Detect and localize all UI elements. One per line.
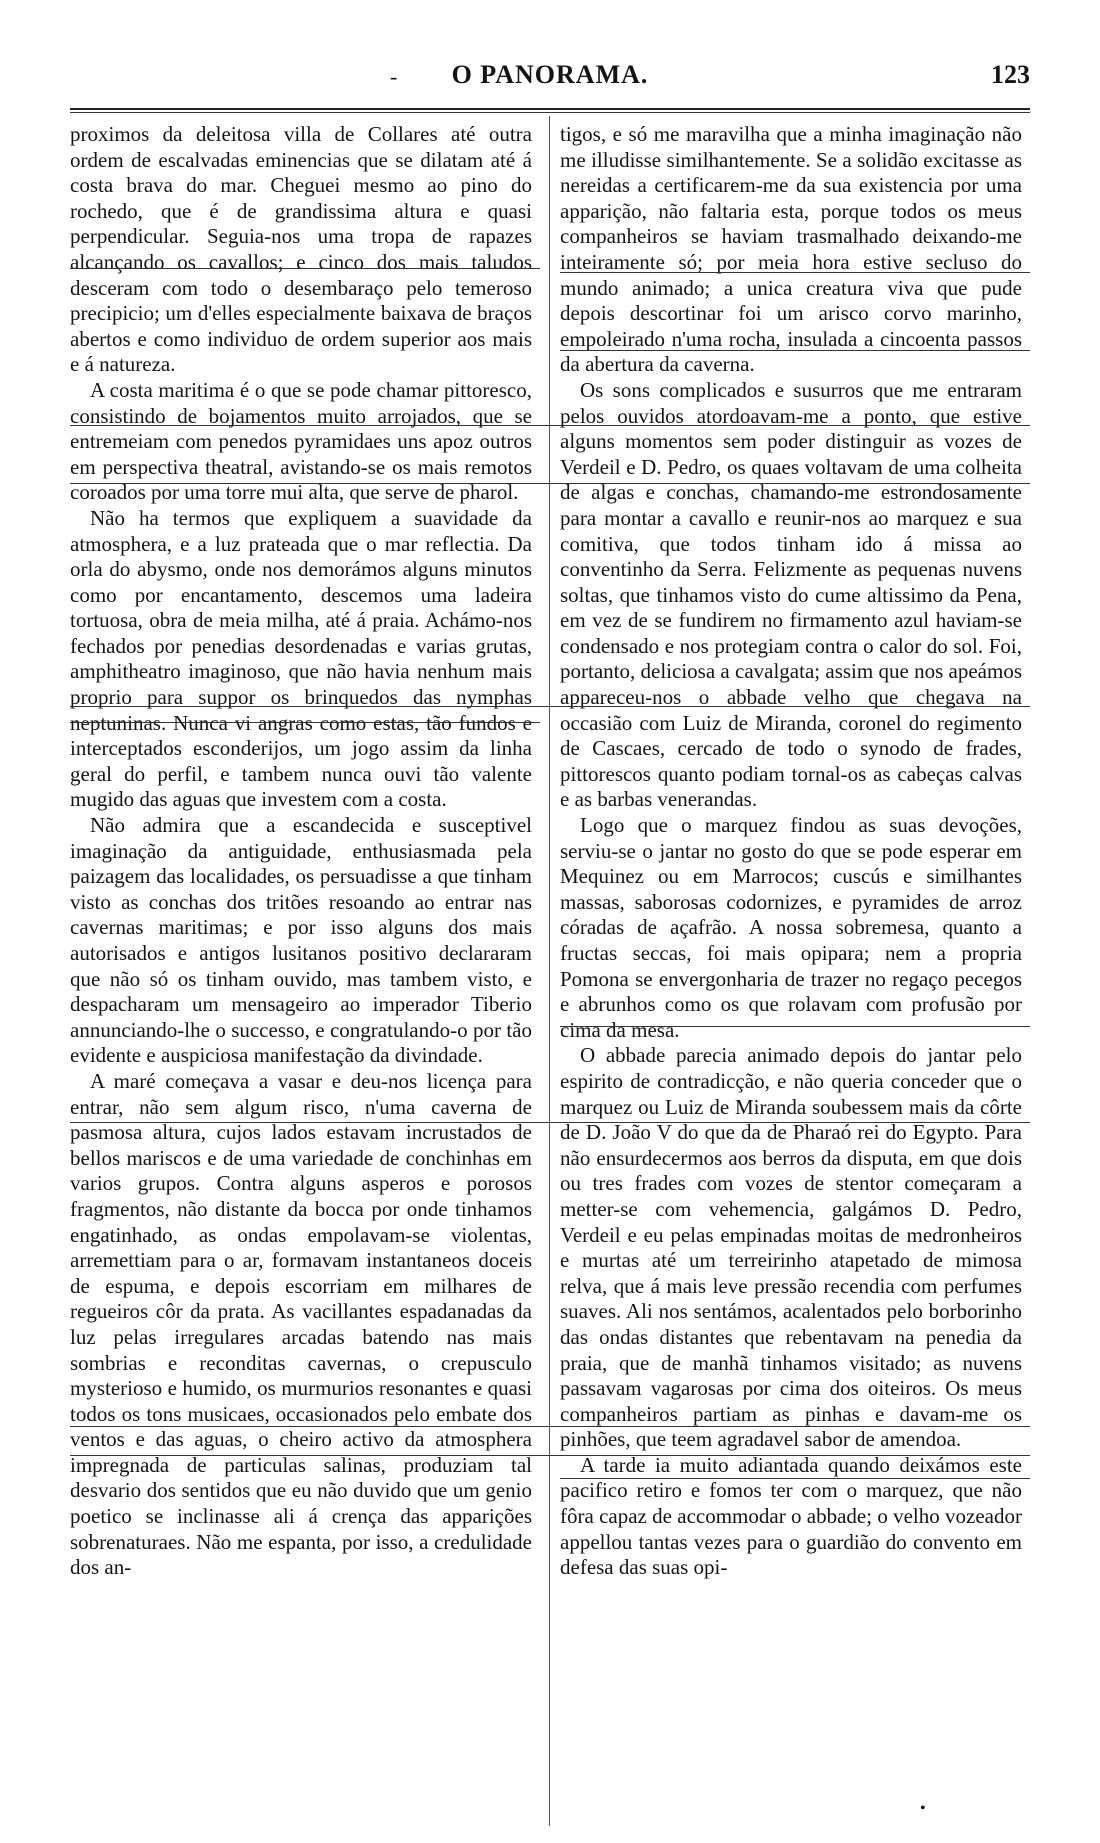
scan-line [70, 1426, 1030, 1427]
footer-mark: • [920, 1800, 926, 1817]
scan-line [70, 1122, 1030, 1123]
paragraph: A tarde ia muito adiantada quando deixámos este pacifico retiro e fomos ter com o marquez, que não fôra capaz de accommodar o abbade; o velho vozeador appellou tantas vezes para o guardião do convento em defesa das suas opi- [560, 1452, 1022, 1580]
header-rule [70, 108, 1030, 110]
paragraph: Não ha termos que expliquem a suavidade da atmosphera, e a luz prateada que o mar reflectia. Da orla do abysmo, onde nos demorámos alguns minutos como por encantamento, descemos uma ladeira tortuosa, obra de meia milha, até á praia. Achámo-nos fechados por penedias desordenadas e varias grutas, amphitheatro imaginoso, que não havia nenhum mais proprio para suppor os brinquedos das nymphas neptuninas. Nunca vi angras como estas, tão fundos e interceptados esconderijos, um jogo assim da linha geral do perfil, e tambem nunca ouvi tão valente mugido das aguas que investem com a costa. [70, 505, 532, 812]
scan-line [70, 722, 540, 723]
paragraph: A costa maritima é o que se pode chamar pittoresco, consistindo de bojamentos muito arrojados, que se entremeiam com penedos pyramidaes uns apoz outros em perspectiva theatral, avistando-se os mais remotos coroados por uma torre mui alta, que serve de pharol. [70, 377, 532, 505]
scan-line [560, 350, 1030, 351]
scan-line [70, 706, 1030, 707]
scan-line [70, 112, 1030, 113]
page-number: 123 [991, 60, 1030, 89]
scan-line [70, 268, 540, 269]
paragraph: Não admira que a escandecida e susceptivel imaginação da antiguidade, enthusiasmada pela paizagem das localidades, os persuadisse a que tinham visto as conchas dos tritões resoando ao entrar nas cavernas maritimas; e por isso alguns dos mais autorisados e antigos lusitanos positivo declararam que não só os tinham ouvido, mas tambem visto, e despacharam um mensageiro ao imperador Tiberio annunciando-lhe o successo, e congratulando-o por tão evidente e auspiciosa manifestação da divindade. [70, 813, 532, 1068]
paragraph: Os sons complicados e susurros que me entraram pelos ouvidos atordoavam-me a ponto, que estive alguns momentos sem poder distinguir as vozes de Verdeil e D. Pedro, os quaes voltavam de uma colheita de algas e conchas, chamando-me estrondosamente para montar a cavallo e reunir-nos ao marquez e sua comitiva, que todos tinham ido á missa ao conventinho da Serra. Felizmente as pequenas nuvens soltas, que tinhamos visto do cume altissimo da Pena, em vez de se fundirem no firmamento azul haviam-se condensado e nos protegiam contra o calor do sol. Foi, portanto, deliciosa a cavalgata; assim que nos apeámos appareceu-nos o abbade velho que chegava na occasião com Luiz de Miranda, coronel do regimento de Cascaes, cercado de todo o synodo de frades, pittorescos quanto podiam tornal-os as cabeças calvas e as barbas venerandas. [560, 377, 1022, 812]
paragraph: Logo que o marquez findou as suas devoções, serviu-se o jantar no gosto do que se pode esperar em Mequinez ou em Marrocos; cuscús e similhantes massas, saborosas codornizes, e pyramides de arroz córadas de açafrão. A nossa sobremesa, quanto a fructas seccas, foi mais opipara; nem a propria Pomona se envergonharia de trazer no regaço pecegos e abrunhos como os que rolavam com profusão por cima da mesa. [560, 813, 1022, 1042]
scan-line [70, 483, 1030, 484]
column-divider [549, 116, 550, 1826]
scan-line [560, 1478, 1030, 1479]
left-column [70, 122, 532, 1581]
paragraph: proximos da deleitosa villa de Collares até outra ordem de escalvadas eminencias que se dilatam até á costa brava do mar. Cheguei mesmo ao pino do rochedo, que é de grandissima altura e quasi perpendicular. Seguia-nos uma tropa de rapazes alcançando os cavallos; e cinco dos mais taludos desceram com todo o desembaraço pelo temeroso precipicio; um d'elles especialmente baixava de braços abertos e como individuo de ordem superior aos mais e á natureza. [70, 122, 532, 377]
scan-line [70, 425, 1030, 426]
scan-line [70, 1455, 1030, 1456]
paragraph: tigos, e só me maravilha que a minha imaginação não me illudisse similhantemente. Se a solidão excitasse as nereidas a certificarem-me da sua existencia por uma apparição, não faltaria esta, porque todos os meus companheiros se haviam trasmalhado deixando-me inteiramente só; por meia hora estive secluso do mundo animado; a unica creatura viva que pude depois descortinar foi um arisco corvo marinho, empoleirado n'uma rocha, insulada a cincoenta passos da abertura da caverna. [560, 122, 1022, 377]
page-header [70, 52, 1030, 92]
scan-line [560, 272, 1030, 273]
scan-line [560, 1026, 1030, 1027]
header-dash: - [390, 64, 398, 89]
running-title: O PANORAMA. [451, 60, 649, 89]
paragraph: A maré começava a vasar e deu-nos licença para entrar, não sem algum risco, n'uma caverna de pasmosa altura, cujos lados estavam incrustados de bellos mariscos e de uma variedade de conchinhas em varios grupos. Contra alguns asperos e porosos fragmentos, não distante da bocca por onde tinhamos engatinhado, as ondas empolavam-se violentas, arremettiam para o ar, formavam instantaneos doceis de espuma, e depois escorriam em milhares de regueiros côr da prata. As vacillantes espadanadas da luz pelas irregulares arcadas batendo nas mais sombrias e reconditas cavernas, o crepusculo mysterioso e humido, os murmurios resonantes e quasi todos os tons musicaes, occasionados pelo embate dos ventos e das aguas, o cheiro activo da atmosphera impregnada de particulas salinas, produziam tal desvario dos sentidos que eu não duvido que um genio poetico se inclinasse ali á crença das apparições sobrenaturaes. Não me espanta, por isso, a credulidade dos an- [70, 1068, 532, 1580]
paragraph: O abbade parecia animado depois do jantar pelo espirito de contradicção, e não queria conceder que o marquez ou Luiz de Miranda soubessem mais da côrte de D. João V do que da de Pharaó rei do Egypto. Para não ensurdecermos aos berros da disputa, em que dois ou tres frades com vozes de stentor começaram a metter-se com vehemencia, galgámos D. Pedro, Verdeil e eu pelas empinadas moitas de medronheiros e murtas até um terreirinho atapetado de mimosa relva, que á mais leve pressão recendia com perfumes suaves. Ali nos sentámos, acalentados pelo borborinho das ondas distantes que rebentavam na penedia da praia, que de manhã tinhamos visitado; as nuvens passavam vagarosas por cima dos oiteiros. Os meus companheiros partiam as pinhas e davam-me os pinhões, que teem agradavel sabor de amendoa. [560, 1043, 1022, 1452]
right-column [560, 122, 1022, 1581]
